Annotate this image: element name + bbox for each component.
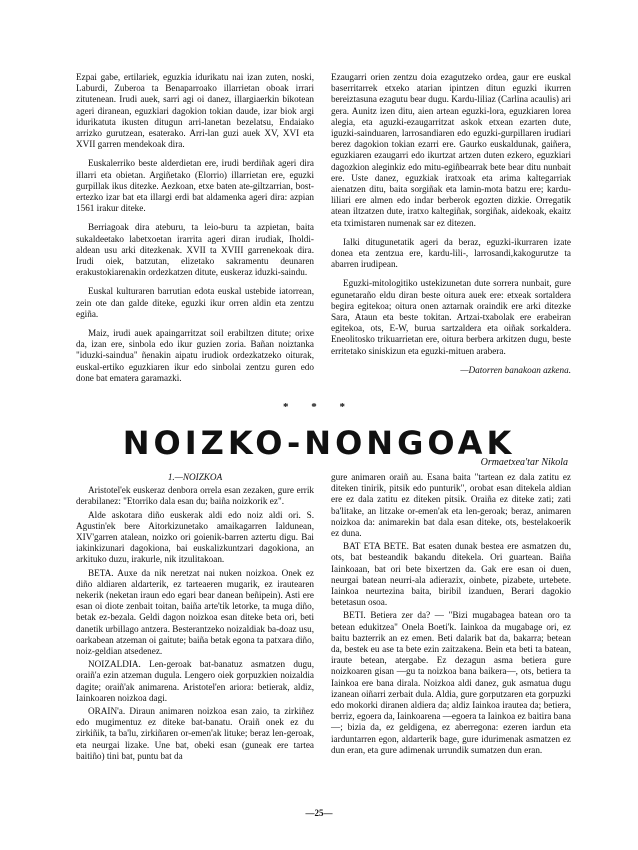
section-title: 1.—NOIZKOA — [167, 472, 223, 482]
article-heading: NOIZKO-NONGOAK — [122, 424, 516, 462]
paragraph: BETA. Auxe da nik neretzat nai nuken noizkoa. Onek ez diño aldiaren aldarterik, ez tarteaeren mugarik, ez irautearen nekerik (neketan iraun edo egari bear danean beñipein). Asti ere esan oi diote zenbait toitan, baiña arte'tik letorke, ta muga diño, betak ez-bezala. Geldi dagon noizkoa esan diteke beta ori, beti danetik urbillago antzera. Besterantzeko noizaldiak ba-doaz usu, oarkabean atzeman oi gaitute; baiña betak egona ta patxara diño, noiz-geldian atsedenez. — [76, 567, 314, 657]
top-left-column — [76, 72, 314, 392]
page-number: —25— — [305, 808, 333, 818]
bottom-right-column — [331, 472, 571, 758]
paragraph: Ezaugarri orien zentzu doia ezagutzeko ordea, gaur ere euskal baserritarrek etxeko atarian ipintzen ditun eguzki ikurren bereiztasuna ezagutu bear dugu. Kardu-liliaz (Carlina acaulis) ari gera. Aunitz izen ditu, aien artean eguzki-lora, eguzkiaren lorea alegia, eta aguzki-ezaugarritzat askok etxean ezarten dute, iguzki-sainduaren, larrosandiaren edo eguzki-gurpillaren irudiari berez dagokion tokian ezarri ere. Gaurko euskaldunak, gaiñera, eguzkiaren ezaugarri edo ikurtzat artzen duten ezkero, eguzkiari dagozkion aleginkiz edo mitu-egiñbearrak bete bear ditu nunbait ere. Uste danez, eguzkiak iratxoak eta arima kaltegarriak aienatzen ditu, baita sorgiñak eta lamin-mota batzu ere; kardu-liliari ere almen edo indar berberok egozten dizkie. Orregatik atean iltzatzen dute, iratxo kaltegiñak, sorgiñak, aidekoak, ekaitz eta tximistaren numenak sar ez ditezen. — [331, 72, 571, 228]
article-author: Ormaetxea'tar Nikola — [480, 457, 568, 468]
paragraph: Maiz, irudi auek apaingarritzat soil erabiltzen ditute; orixe da, izan ere, sinbola edo ikur guzien zoria. Bañan noiztanka "iduzki-saindua" ñenakin aipatu irudiok ordezkatzeko oiturak, euskal-ertiko eguzkiaren ikur edo sinbolai zentzu guren edo done bat ematera garamazki. — [76, 328, 314, 383]
paragraph: Ezpai gabe, ertilariek, eguzkia idurikatu nai izan zuten, noski, Laburdi, Zuberoa ta Benaparroako illarrietan oboak irrari zitutenean. Irudi auek, sarri agi oi danez, illargiaerkin bikotean ageri diranean, eguzkiari dagokion tokian daude, izar biok argi idurikatuta ikusten ditugun arri-lanetan bezelatsu, Endaiako arrizko gurutzean, esaterako. Arri-lan guzi auek XV, XVI eta XVII garren mendekoak dira. — [76, 72, 314, 150]
paragraph: BAT ETA BETE. Bat esaten dunak bestea ere asmatzen du, ots, bat besteandik bakandu ditekela. Ori guartean. Baiña Iainkoaan, bat ori bete bixertzen da. Gak ere esan oi duen, neurgai batean neurri-ala adierazix, oinbete, pizabete, urtebete. Iainkoa neurtezina baita, biribil izanduen, Berari dagokio betetasun osoa. — [331, 541, 571, 608]
paragraph: BETI. Betiera zer da? — "Bizi mugabagea batean oro ta betean edukitzea" Onela Boeti'k. Iainkoa da mugabage ori, ez baitu bazterrik an ez emen. Beti dalarik bat da, bakarra; betean da, bestek eu ase ta bete ezin zaitzakena. Bein eta beti ta batean, iraute betean, atergabe. Ez dezagun asma betiera gure noizkoaren gisan —gu ta noizkoa bana baikera—, ots, betiera ta Iainkoa ere bana dirala. Noizkoa aldi danez, guk asmatua dugu izanean oiñarri zerbait dula. Aldia, gure gorputzaren eta gorpuzki edo mokorki diranen aldiera da; aldiz Iainkoa irautea da; betiera, berriz, egoera da, Iainkoarena —egoera ta Iainkoa ez baitira bana—; bizia da, ez geldigena, ez aberregona: ezeren iardun eta iarduntarren egon, aldarterik bage, gure idurimenak asmatzen ez dun eran, eta gure adimenak urrundik sumatzen dun eran. — [331, 610, 572, 755]
continuation-note: —Datorren banakoan azkena. — [460, 364, 571, 375]
paragraph: ORAIN'a. Diraun animaren noizkoa esan zaio, ta zirkiñez edo mugimentuz ez diteke bat-banatu. Oraiñ onek ez du zirkiñik, ta ba'lu, zirkiñaren or-emen'ak lituke; beraz len-geroak, eta neurgai lizake. Une bat, obeki esan (guneak ere tartea baitiño) tini bat, puntu bat da — [76, 706, 314, 761]
bottom-left-column — [76, 472, 314, 764]
paragraph: Alde askotara diño euskerak aldi edo noiz aldi ori. S. Agustin'ek bere Aitorkizunetako amaikagarren Ialdunean, XIV'garren atalean, noizko ori goienik-barren aztertu digu. Bai iakinkizunari dagokiona, bai euskalizkuntzari dagokiona, an arkituko duzu, irakurle, nik itzulitakoan. — [76, 509, 314, 565]
paragraph: Eguzki-mitologitiko ustekizunetan dute sorrera nunbait, gure egunetaraño eldu diran beste oitura auek ere: etxeak sortaldera begira egitekoa; oitura onen aztarnak oraindik ere arki ditezke Sara, Ataun eta beste tokitan. Artzai-txabolak ere erabeiran egitekoa, ots, E-W, burua sartzaldera eta oiñak sorkaldera. Eneolitosko trikuarrietan ere, oitura berbera arkitzen dugu, beste erritetako siniskizun eta eguzki-mituen arabera. — [331, 278, 571, 356]
paragraph: Euskalerriko beste alderdietan ere, irudi berdiñak ageri dira illarri eta obietan. Argiñetako (Elorrio) illarrietan ere, eguzki gurpillak ikus ditezke. Aezkoan, etxe baten ate-giltzarrian, bost-ertezko izar bat eta illargi erdi bat aldamenka ageri dira: azpian 1561 irakur diteke. — [76, 158, 314, 214]
paragraph: Berriagoak dira ateburu, ta leio-buru ta azpietan, baita sukaldeetako labetxoetan irarrita ageri diran irudiak, Iholdi-aldean usu arki ditezkenak. XVII ta XVIII garrenekoak dira. Irudi oiek, batzutan, elizetako sakramentu deunaren erakustokiarenakin ordezkatzen ditute, euskeraz iduzki-saindu. — [76, 222, 314, 278]
paragraph: Aristotel'ek euskeraz denbora orrela esan zezaken, gure errik derabilanez: "Etorriko dala esan du; baiña noizkorik ez". — [76, 485, 314, 507]
paragraph: Ialki ditugunetatik ageri da beraz, eguzki-ikurraren izate donea eta zentzua ere, kardu-lili-, larrosandi,kakogurutze ta abarren irudipean. — [331, 236, 571, 270]
paragraph: Euskal kulturaren barrutian edota euskal ustebide iatorrean, zein ote dan galde diteke, eguzki ikur orren aldin eta zentzu egiña. — [76, 286, 314, 319]
paragraph: gure animaren oraiñ au. Esana baita "tartean ez dala zatitu ez diteken tinirik, pitsik edo punturik", orobat esan ditekela aldian ere ez dala zatitu ez diteken pitsik. Oraiña ez diteke zati; zati ba'litake, an litzake or-emen'ak eta len-geroak; beraz, animaren noizkoa da: animarekin bat dala esan diteke, ots, bestelakoerik ez duna. — [331, 472, 571, 539]
paragraph: NOIZALDIA. Len-geroak bat-banatuz asmatzen dugu, oraiñ'a ezin atzeman dugula. Lengero oiek gorpuzkien noizaldia dagite; oraiñ'ak animarena. Aristotel'en ariora: betierak, aldiz, Iainkoaren noizkoa dagi. — [76, 659, 314, 703]
section-separator-stars: * * * — [283, 401, 355, 413]
top-right-column — [331, 72, 571, 376]
